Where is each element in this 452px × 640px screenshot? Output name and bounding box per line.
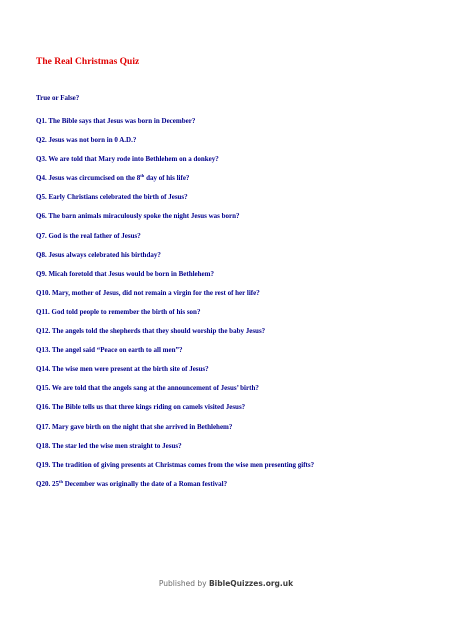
question-5: Q5. Early Christians celebrated the birth of Jesus? bbox=[36, 193, 188, 202]
quiz-title: The Real Christmas Quiz bbox=[36, 57, 140, 67]
question-2: Q2. Jesus was not born in 0 A.D.? bbox=[36, 136, 137, 145]
question-4-ordinal-suffix: th bbox=[140, 173, 145, 179]
quiz-instructions: True or False? bbox=[36, 94, 80, 102]
question-15: Q15. We are told that the angels sang at the announcement of Jesus’ birth? bbox=[36, 384, 259, 393]
question-3: Q3. We are told that Mary rode into Bethlehem on a donkey? bbox=[36, 155, 219, 164]
question-7: Q7. God is the real father of Jesus? bbox=[36, 231, 141, 240]
question-6: Q6. The barn animals miraculously spoke the night Jesus was born? bbox=[36, 212, 240, 221]
footer-prefix: Published by bbox=[158, 579, 209, 588]
question-19: Q19. The tradition of giving presents at Christmas comes from the wise men presenting gifts? bbox=[36, 460, 315, 469]
question-16: Q16. The Bible tells us that three kings riding on camels visited Jesus? bbox=[36, 403, 246, 412]
question-20-ordinal-suffix: th bbox=[58, 478, 63, 484]
question-12: Q12. The angels told the shepherds that they should worship the baby Jesus? bbox=[36, 327, 266, 336]
question-20-text-end: December was originally the date of a Roman festival? bbox=[62, 479, 228, 488]
question-list bbox=[36, 117, 314, 499]
question-18: Q18. The star led the wise men straight to Jesus? bbox=[36, 441, 182, 450]
question-4-text-start: Q4. Jesus was circumcised on the 8 bbox=[36, 174, 141, 183]
question-4 bbox=[36, 174, 314, 193]
question-10: Q10. Mary, mother of Jesus, did not remain a virgin for the rest of her life? bbox=[36, 288, 260, 297]
publisher-footer bbox=[0, 579, 452, 588]
question-8: Q8. Jesus always celebrated his birthday? bbox=[36, 250, 161, 259]
question-14: Q14. The wise men were present at the birth site of Jesus? bbox=[36, 365, 209, 374]
question-11: Q11. God told people to remember the birth of his son? bbox=[36, 307, 201, 316]
question-20-text-start: Q20. 25 bbox=[36, 479, 59, 488]
question-4-text-end: day of his life? bbox=[144, 174, 190, 183]
question-17: Q17. Mary gave birth on the night that she arrived in Bethlehem? bbox=[36, 422, 233, 431]
question-13: Q13. The angel said “Peace on earth to all men”? bbox=[36, 346, 183, 355]
publisher-brand: BibleQuizzes.org.uk bbox=[208, 579, 294, 588]
question-20 bbox=[36, 480, 314, 499]
question-1: Q1. The Bible says that Jesus was born in December? bbox=[36, 117, 196, 125]
question-9: Q9. Micah foretold that Jesus would be born in Bethlehem? bbox=[36, 269, 214, 278]
